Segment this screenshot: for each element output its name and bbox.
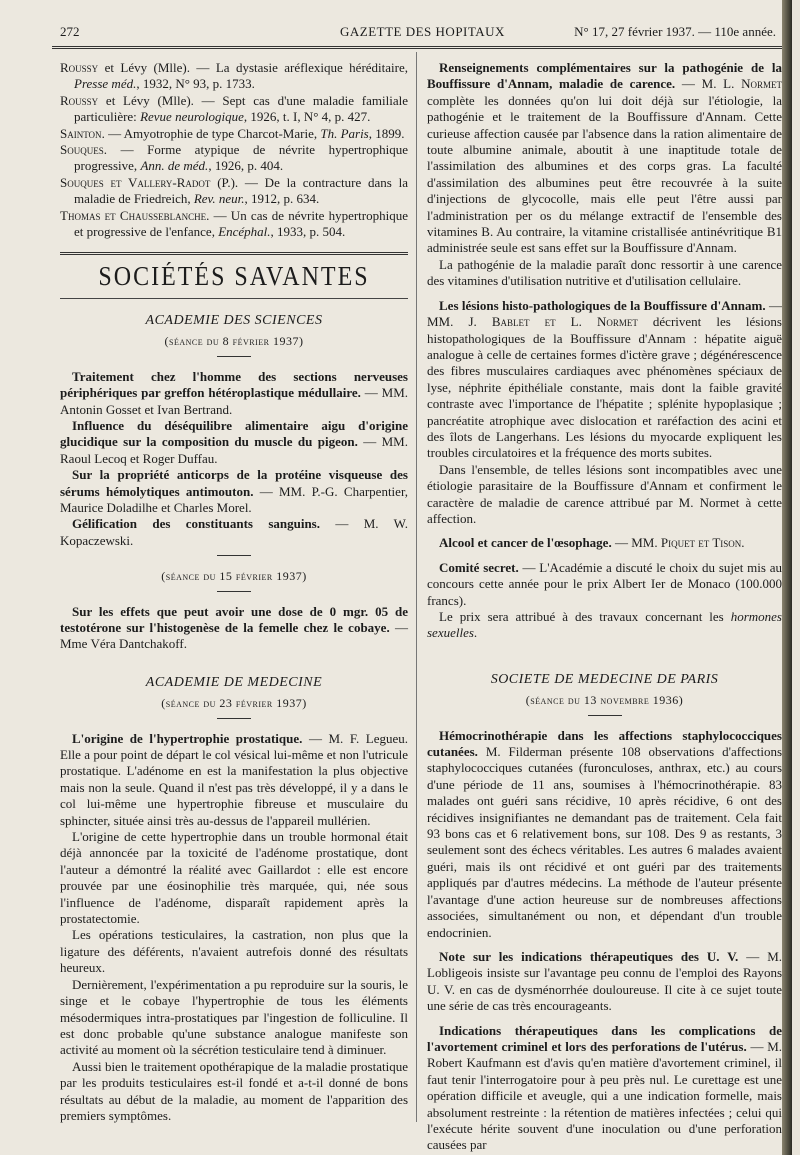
- article-paragraph: Dernièrement, l'expérimentation a pu reproduire sur la souris, le singe et le cobaye l'hypertrophie de tous les éléments mésodermiques intra-prostatiques par l'ingestion de folliculine. Il est donc probable qu'une substance analogue manifeste son activité au moment où la sécrétion testiculaire tend à diminuer.: [60, 976, 408, 1058]
- communication: Comité secret. — L'Académie a discuté le choix du sujet mis au concours cette année pour le prix Albert Ier de Monaco (100.000 francs).: [427, 559, 782, 608]
- communication: Sur les effets que peut avoir une dose de 0 mgr. 05 de testotérone sur l'histogenèse de la femelle chez le cobaye. — Mme Véra Dantchakoff.: [60, 603, 409, 652]
- article-paragraph: Le prix sera attribué à des travaux concernant les hormones sexuelles.: [427, 609, 782, 641]
- societe-paris-title: SOCIETE DE MEDECINE DE PARIS: [490, 671, 719, 687]
- article-paragraph: L'origine de cette hypertrophie dans un trouble hormonal était déjà annoncée par la toxicité de l'adénome prostatique, dont l'auteur a démontré la réalité avec Gaillardot : elle est encore prouvée par une éosinophilie très marquée, qui, née sous l'influence de l'adénome, disparaît rapidement après la prostatectomie.: [60, 829, 408, 927]
- reference-item: Thomas et Chausseblanche. — Un cas de névrite hypertrophique et progressive de l'enfance, Encéphal., 1933, p. 504.: [60, 207, 408, 240]
- communication: Influence du déséquilibre alimentaire aigu d'origine glucidique sur la composition du muscle du pigeon. — MM. Raoul Lecoq et Roger Duffau.: [60, 417, 408, 466]
- communication: Renseignements complémentaires sur la pathogénie de la Bouffissure d'Annam, maladie de carence. — M. L. Normet complète les données qu'on lui doit déjà sur l'étiologie, la pathogénie et le traitement de la Bouffissure d'Annam. Cette curieuse affection causée par l'absence dans la ration alimentaire de toute albumine animale, aboutit à une inaptitude totale de l'assimilation des albumines et des corps gras. La faculté d'assimilation des albumines peut être recouvrée à la suite d'injections de glycocolle, mais elle peut l'être aussi par l'administration per os du mélange extractif de l'ensemble des vitamines B. Au contraire, la vitamine cristallisée antinévritique B1 administrée seule est sans effet sur la Bouffissure d'Annam.: [427, 60, 782, 256]
- societes-heading: SOCIÉTÉS SAVANTES: [98, 262, 370, 293]
- header-rule: [52, 46, 786, 49]
- short-rule: [217, 555, 251, 556]
- page-number: 272: [60, 24, 80, 39]
- reference-item: Souques et Vallery-Radot (P.). — De la contracture dans la maladie de Friedreich, Rev. neur., 1912, p. 634.: [60, 174, 408, 207]
- reference-item: Roussy et Lévy (Mlle). — Sept cas d'une maladie familiale particulière: Revue neurologique, 1926, t. I, N° 4, p. 427.: [60, 92, 408, 125]
- article-paragraph: La pathogénie de la maladie paraît donc ressortir à une carence des vitamines d'utilisation nutritive et d'utilisation cellulaire.: [427, 256, 782, 289]
- communication: Alcool et cancer de l'œsophage. — MM. Piquet et Tison.: [439, 535, 745, 551]
- reference-item: Sainton. — Amyotrophie de type Charcot-Marie, Th. Paris, 1899.: [60, 125, 405, 141]
- page-edge: [782, 0, 792, 1155]
- short-rule: [217, 356, 251, 357]
- left-column: [60, 60, 408, 1124]
- communication: Hémocrinothérapie dans les affections staphylococciques cutanées. M. Filderman présente 108 observations d'affections staphylococciques cutanées (furonculoses, anthrax, etc.) au cours d'une période de 11 ans, soumises à l'hémocrinothérapie. 83 malades ont guéri sans récidive, 10 après récidive, 6 ont des récidives insignifiantes ne demandant pas de traitement. Cela fait 93 bons cas et 6 relativement bons, sur 108. Des 9 as restants, 3 seulement sont des échecs véritables. Les autres 6 malades avaient guéri, mais ils ont récidivé et ont guéri par des traitements appliqués par d'autres médecins. La méthode de l'auteur présente l'avantage d'une action heureuse sur de nombreuses affections associées, simultanément ou non, et dépendant d'un trouble endocrinien.: [427, 727, 782, 940]
- journal-title: GAZETTE DES HOPITAUX: [340, 24, 505, 39]
- reference-item: Souques. — Forme atypique de névrite hypertrophique progressive, Ann. de méd., 1926, p. 404.: [60, 142, 408, 174]
- communication: Gélification des constituants sanguins. — M. W. Kopaczewski.: [60, 516, 408, 548]
- page-header: [52, 24, 782, 44]
- session-date: (séance du 23 février 1937): [161, 696, 307, 711]
- article-paragraph: L'origine de l'hypertrophie prostatique. — M. F. Legueu. Elle a pour point de départ le col vésical lui-même et non l'utricule prostatique. L'adénome en est la manifestation la plus objective mais non la seule. Quand il n'est pas très développé, il y a dans le col lui-même une hypertrophie fibreuse et musculaire du sphincter, située ainsi très au-dessus de l'appareil mullérien.: [60, 730, 409, 828]
- short-rule: [217, 718, 251, 719]
- session-date: (séance du 13 novembre 1936): [525, 693, 684, 708]
- section-rule: [60, 298, 408, 299]
- column-divider: [416, 52, 417, 1122]
- short-rule: [217, 591, 251, 592]
- session-date: (séance du 15 février 1937): [161, 569, 307, 584]
- communication: Sur la propriété anticorps de la protéine visqueuse des sérums hémolytiques antimouton. — MM. P.-G. Charpentier, Maurice Doladilhe et Charles Morel.: [60, 467, 408, 515]
- right-column: [427, 60, 782, 1154]
- communication: Traitement chez l'homme des sections nerveuses périphériques par greffon hétéroplastique médullaire. — MM. Antonin Gosset et Ivan Bertrand.: [60, 368, 408, 417]
- article-paragraph: Aussi bien le traitement opothérapique de la maladie prostatique par les produits testiculaires est-il fondé et a-t-il donné de bons résultats au début de la maladie, au moment de l'apparition des premiers symptômes.: [60, 1058, 408, 1123]
- communication: Les lésions histo-pathologiques de la Bouffissure d'Annam. — MM. J. Bablet et L. Normet décrivent les lésions histopathologiques de la Bouffissure d'Annam : hépatite aiguë analogue à celle de certaines formes d'ictère grave ; dégénérescence des fibres musculaires cardiaques avec phénomènes spéciaux de lyse, néphrite épithéliale constante, mais dont la faible gravité contraste avec l'importance de l'hépatite ; splénite hypoplasique ; pancréatite atrophique avec dislocation et raréfaction des acini et des îlots de Langerhans. Les lésions du myocarde expliquent les troubles circulatoires et la fréquence des morts subites.: [427, 297, 782, 461]
- academy-medecine-title: ACADEMIE DE MEDECINE: [145, 674, 323, 690]
- issue-info: N° 17, 27 février 1937. — 110e année.: [574, 24, 776, 39]
- communication: Indications thérapeutiques dans les complications de l'avortement criminel et lors des perforations de l'utérus. — M. Robert Kaufmann est d'avis qu'en matière d'avortement criminel, il faut tenir l'interrogatoire pour à peu près nul. Le curettage est une opération difficile et aveugle, qui a une indication formelle, mais absolument restreinte : la rétention de matières infectées ; celui qui l'exécute hérite souvent d'une inoculation ou d'une perforation causées par: [427, 1022, 783, 1153]
- article-paragraph: Les opérations testiculaires, la castration, non plus que la ligature des déférents, n'avaient autrefois donné des résultats heureux.: [60, 927, 408, 976]
- reference-item: Roussy et Lévy (Mlle). — La dystasie aréflexique héréditaire, Presse méd., 1932, N° 93, p. 1733.: [60, 60, 408, 92]
- section-rule: [60, 252, 408, 255]
- article-paragraph: Dans l'ensemble, de telles lésions sont incompatibles avec une étiologie parasitaire de la Bouffissure d'Annam et confirment le caractère de maladie de carence attribué par M. Normet à cette affection.: [427, 461, 782, 526]
- communication: Note sur les indications thérapeutiques des U. V. — M. Lobligeois insiste sur l'avantage peu connu de l'emploi des Rayons U. V. en cas de dysménorrhée douloureuse. Il cite à ce sujet toute une série de cas très encourageants.: [427, 948, 783, 1014]
- session-date: (séance du 8 février 1937): [164, 334, 304, 349]
- short-rule: [588, 715, 622, 716]
- academy-sciences-title: ACADEMIE DES SCIENCES: [145, 312, 323, 328]
